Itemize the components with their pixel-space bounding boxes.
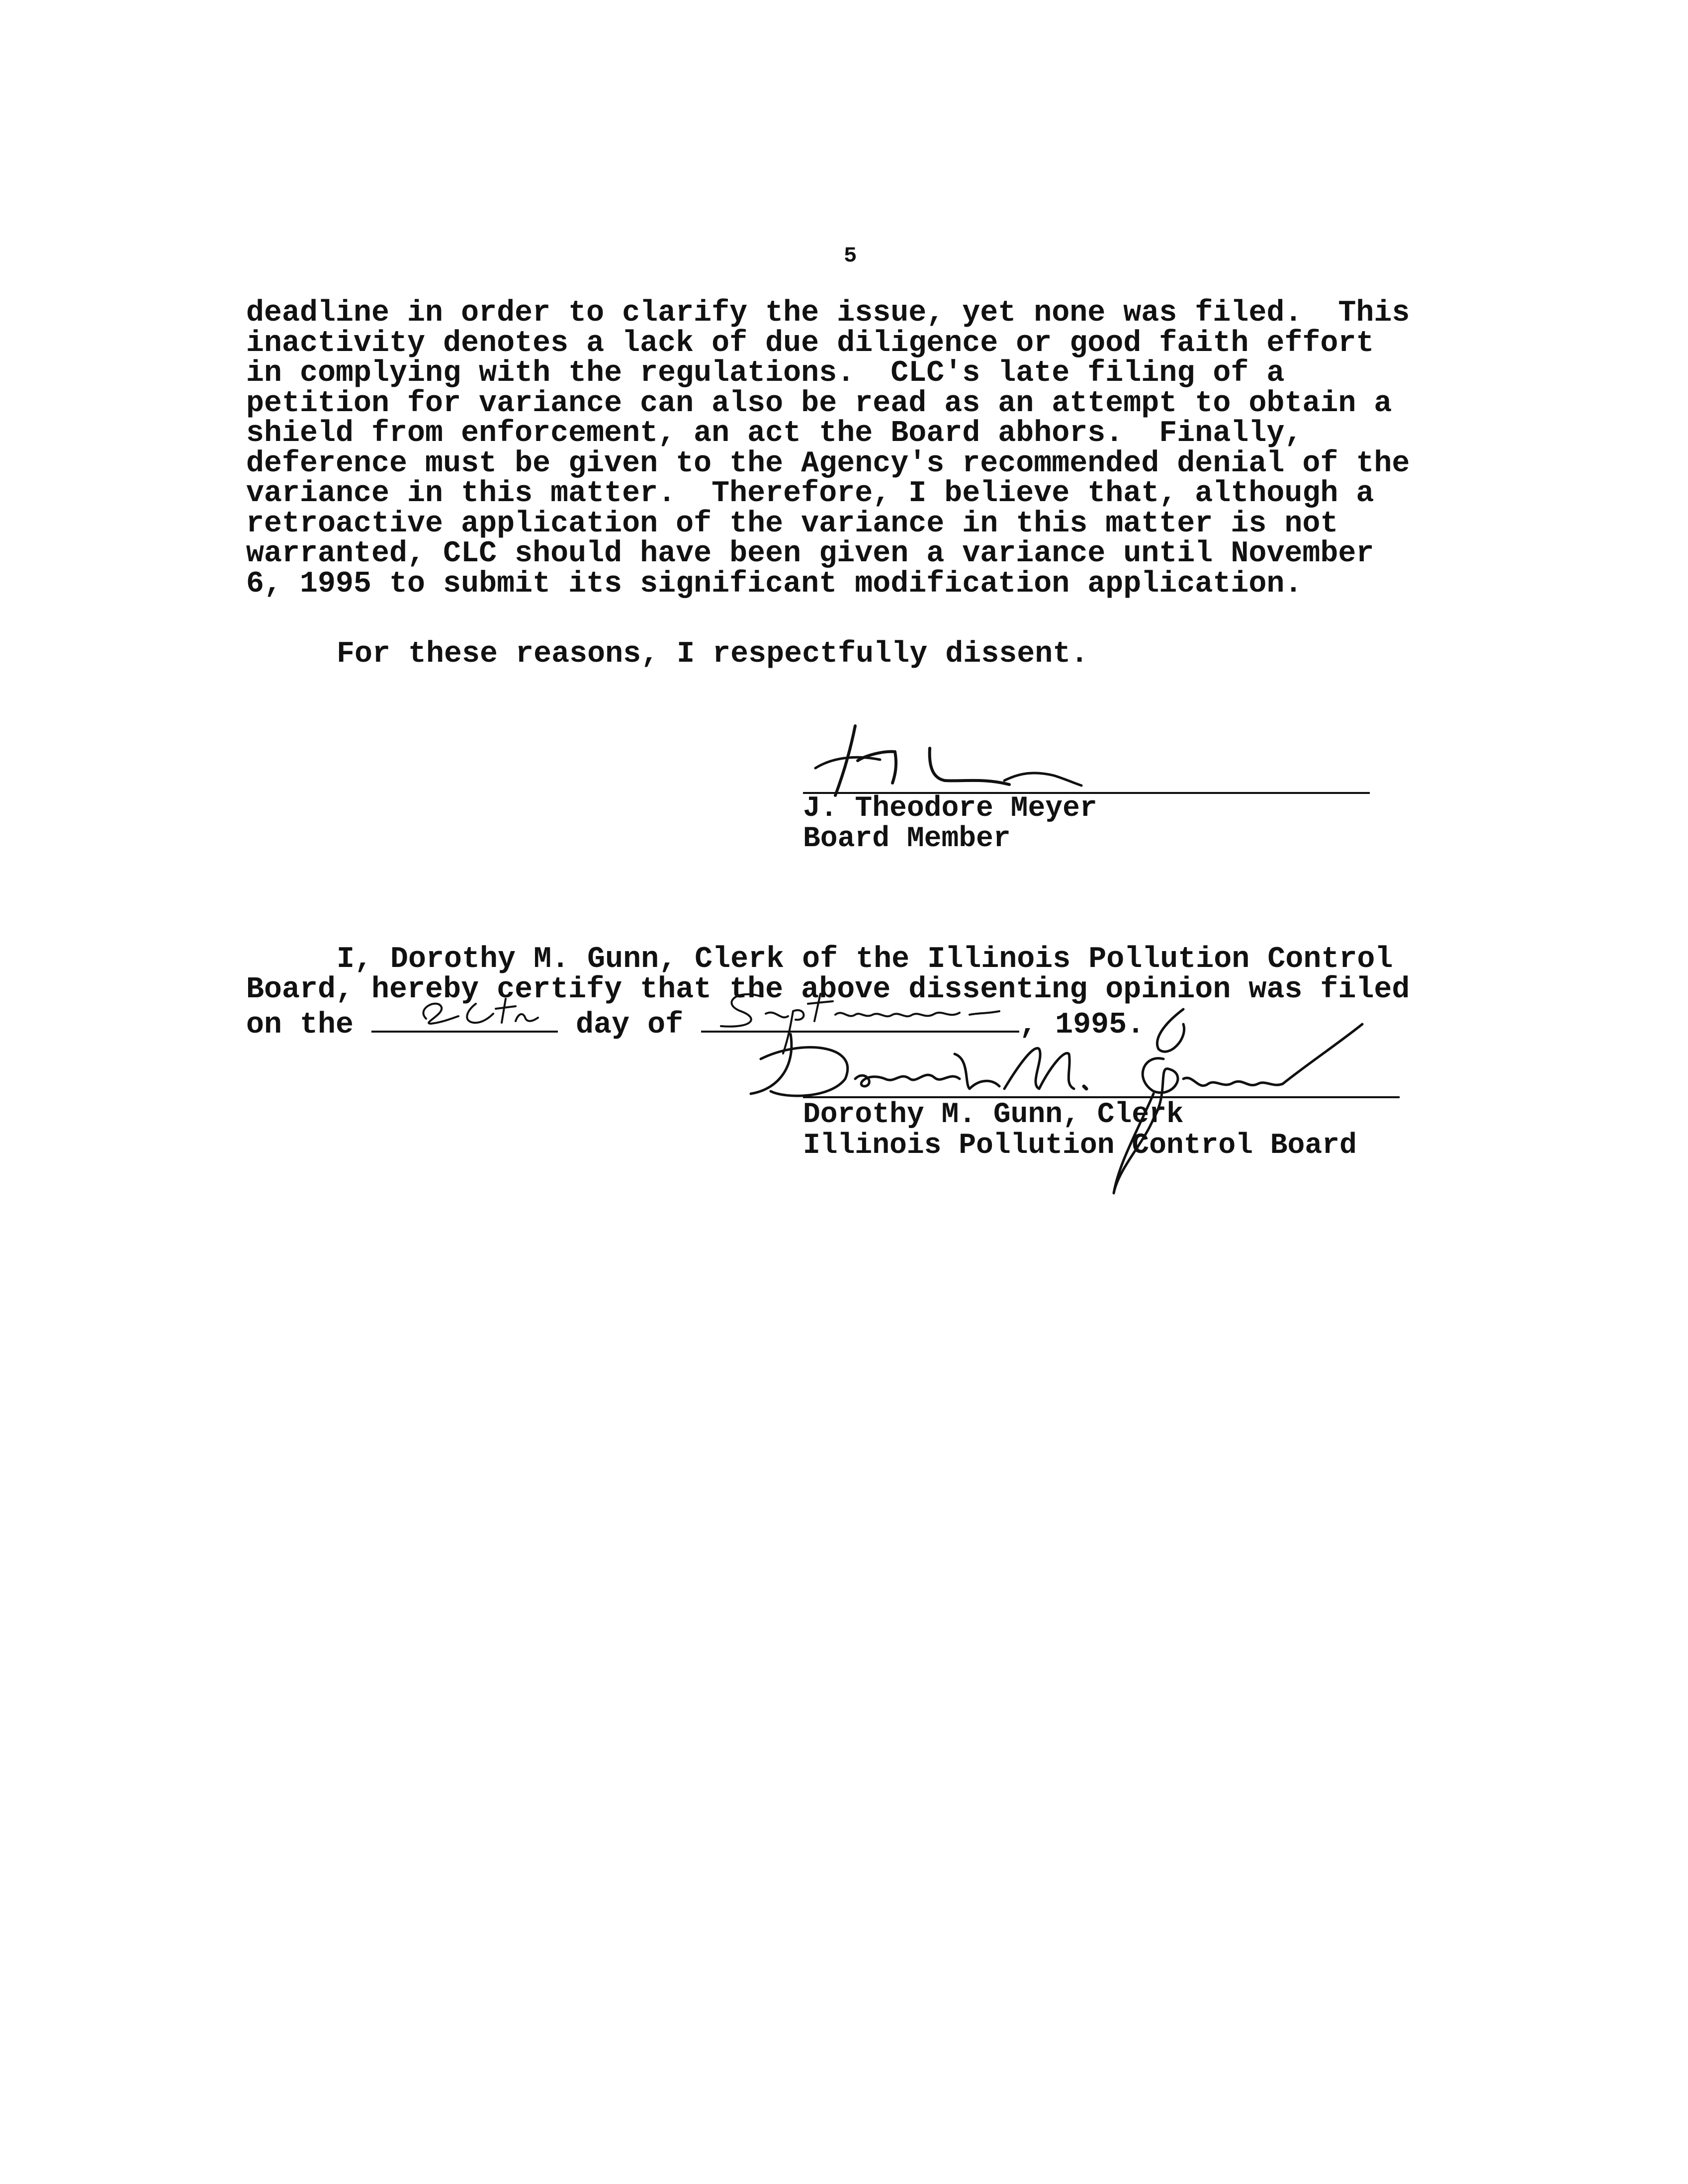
- signature-line: [803, 1096, 1400, 1098]
- paragraph-line: inactivity denotes a lack of due diligence or good faith effort: [246, 326, 1374, 360]
- year-text: , 1995.: [1019, 1008, 1145, 1042]
- closing-statement: For these reasons, I respectfully dissent.: [337, 637, 1089, 671]
- day-of-text: day of: [558, 1008, 702, 1042]
- page-number: 5: [844, 244, 857, 268]
- signatory-name: J. Theodore Meyer: [803, 792, 1097, 825]
- paragraph-line: deference must be given to the Agency's recommended denial of the: [246, 446, 1410, 481]
- paragraph-line: petition for variance can also be read as an attempt to obtain a: [246, 386, 1392, 421]
- clerk-title: Illinois Pollution Control Board: [803, 1130, 1357, 1162]
- signatory-title: Board Member: [803, 823, 1011, 855]
- dissent-paragraph: [246, 298, 1479, 599]
- paragraph-line: shield from enforcement, an act the Board abhors. Finally,: [246, 417, 1303, 450]
- paragraph-line: 6, 1995 to submit its significant modification application.: [246, 567, 1303, 601]
- certification-line: I, Dorothy M. Gunn, Clerk of the Illinois Pollution Control: [337, 943, 1393, 976]
- day-blank: [371, 1005, 558, 1033]
- certification-line: Board, hereby certify that the above dissenting opinion was filed: [246, 972, 1410, 1007]
- on-the-text: on the: [246, 1008, 372, 1042]
- paragraph-line: in complying with the regulations. CLC's late filing of a: [246, 356, 1285, 390]
- paragraph-line: retroactive application of the variance in this matter is not: [246, 507, 1338, 541]
- day-handwriting: [371, 984, 558, 1029]
- meyer-signature: [796, 721, 1372, 800]
- paragraph-line: variance in this matter. Therefore, I believe that, although a: [246, 477, 1374, 511]
- paragraph-line: warranted, CLC should have been given a variance until November: [246, 537, 1374, 571]
- paragraph-line: deadline in order to clarify the issue, yet none was filed. This: [246, 296, 1410, 330]
- clerk-name: Dorothy M. Gunn, Clerk: [803, 1099, 1184, 1131]
